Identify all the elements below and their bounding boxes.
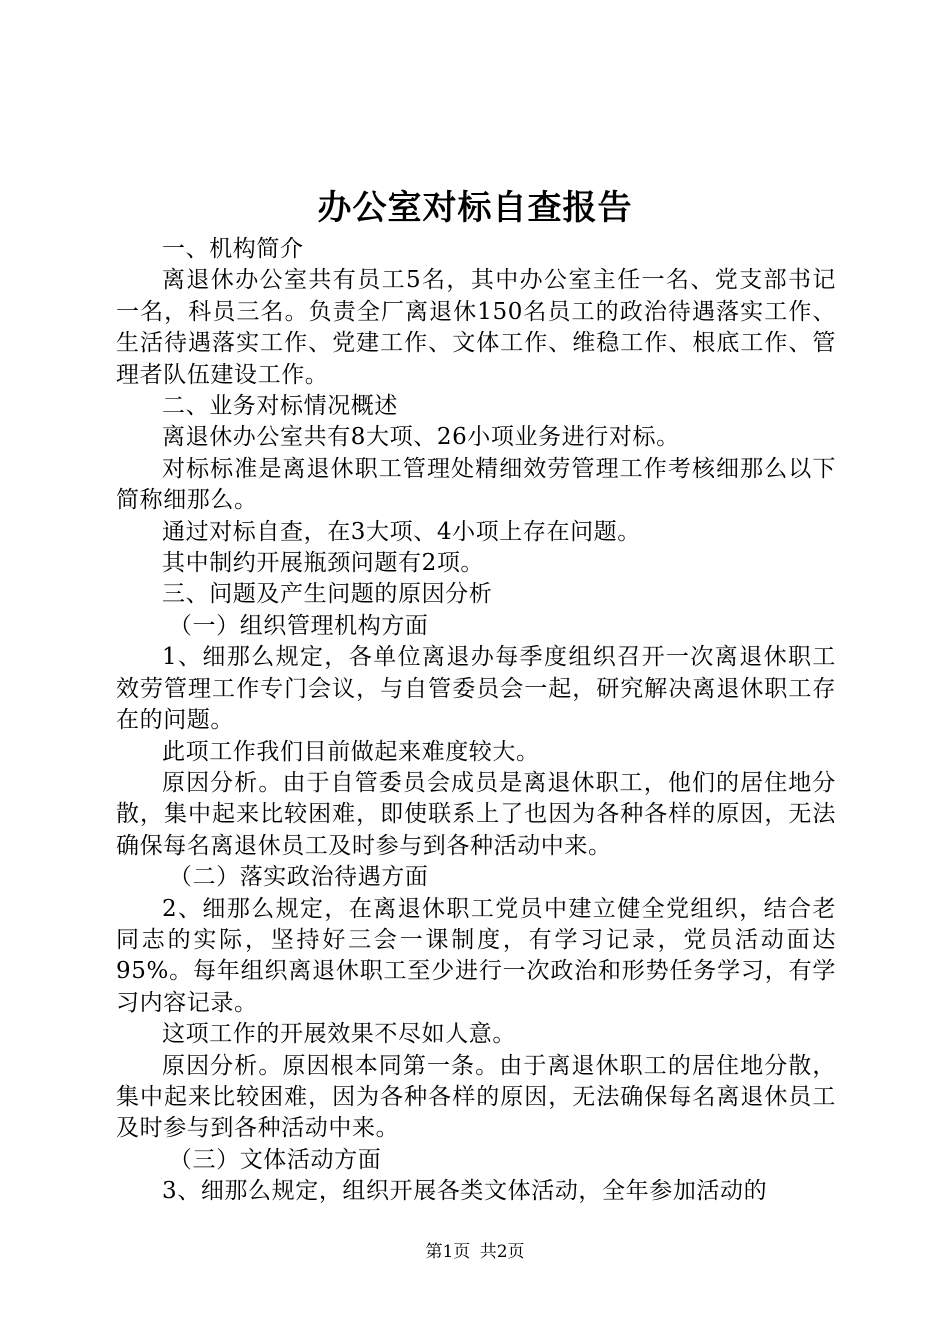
- page-title: 办公室对标自查报告: [317, 188, 633, 228]
- paragraph: 2、细那么规定，在离退休职工党员中建立健全党组织，结合老同志的实际，坚持好三会一课制度，有学习记录，党员活动面达95%。每年组织离退休职工至少进行一次政治和形势任务学习，有学习内容记录。: [116, 895, 836, 1016]
- paragraph: 离退休办公室共有员工5名，其中办公室主任一名、党支部书记一名，科员三名。负责全厂离退休150名员工的政治待遇落实工作、生活待遇落实工作、党建工作、文体工作、维稳工作、根底工作、管理者队伍建设工作。: [116, 267, 836, 388]
- document-body: [116, 234, 836, 1208]
- section-heading: 一、机构简介: [162, 236, 304, 262]
- page-number: 第1页: [425, 1242, 471, 1262]
- paragraph: 3、细那么规定，组织开展各类文体活动，全年参加活动的: [162, 1178, 768, 1205]
- paragraph: 此项工作我们目前做起来难度较大。: [162, 738, 540, 765]
- paragraph: 原因分析。由于自管委员会成员是离退休职工，他们的居住地分散，集中起来比较困难，即使联系上了也因为各种各样的原因，无法确保每名离退休员工及时参与到各种活动中来。: [116, 769, 836, 859]
- subsection-heading: （三）文体活动方面: [168, 1146, 382, 1173]
- paragraph: 通过对标自查，在3大项、4小项上存在问题。: [162, 518, 641, 545]
- paragraph: 这项工作的开展效果不尽如人意。: [162, 1021, 516, 1048]
- paragraph: 其中制约开展瓶颈问题有2项。: [162, 550, 485, 577]
- paragraph: 对标标准是离退休职工管理处精细效劳管理工作考核细那么以下简称细那么。: [116, 455, 836, 514]
- section-heading: 三、问题及产生问题的原因分析: [162, 581, 493, 608]
- paragraph: 1、细那么规定，各单位离退办每季度组织召开一次离退休职工效劳管理工作专门会议，与自管委员会一起，研究解决离退休职工存在的问题。: [116, 644, 836, 734]
- paragraph: 离退休办公室共有8大项、26小项业务进行对标。: [162, 424, 680, 451]
- section-heading: 二、业务对标情况概述: [162, 393, 398, 420]
- paragraph: 原因分析。原因根本同第一条。由于离退休职工的居住地分散，集中起来比较困难，因为各种各样的原因，无法确保每名离退休员工及时参与到各种活动中来。: [116, 1052, 836, 1142]
- subsection-heading: （一）组织管理机构方面: [168, 612, 429, 639]
- page-footer: [0, 1240, 950, 1264]
- page-total: 共2页: [479, 1242, 525, 1262]
- subsection-heading: （二）落实政治待遇方面: [168, 864, 429, 891]
